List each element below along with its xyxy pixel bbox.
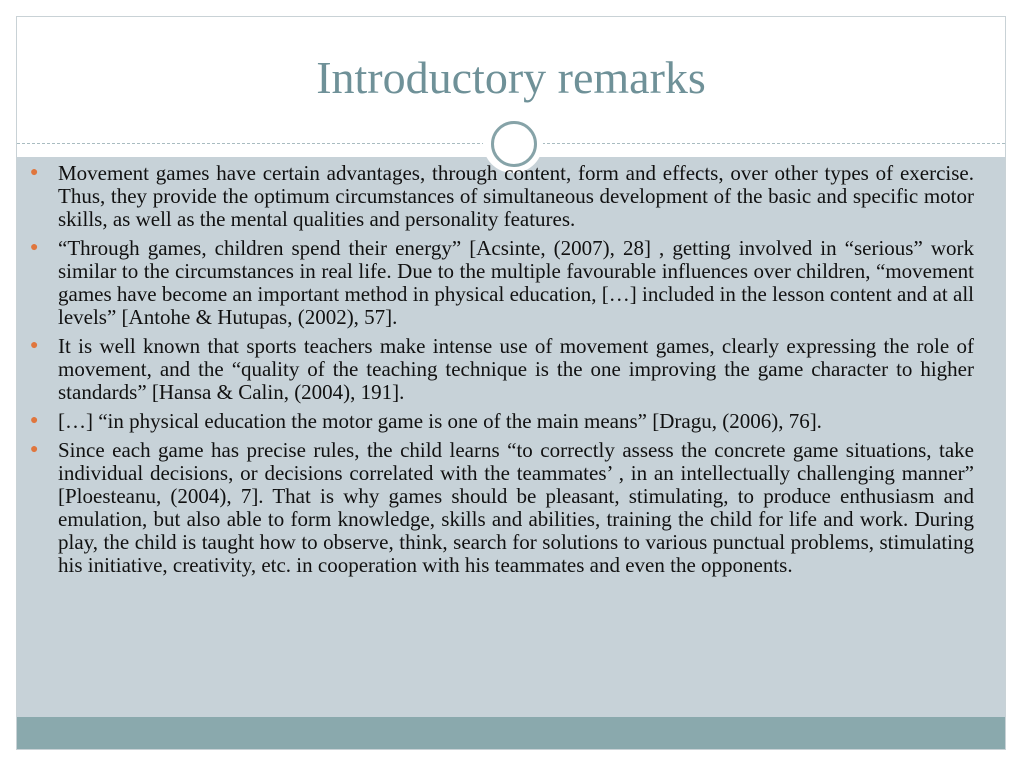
bullet-list — [30, 162, 974, 583]
bullet-text: It is well known that sports teachers make intense use of movement games, clearly expressing the role of movement, and the “quality of the teaching technique is the one improving the game character to higher standards” [Hansa & Calin, (2004), 191]. — [58, 334, 974, 404]
bullet-text: Since each game has precise rules, the child learns “to correctly assess the concrete game situations, take individual decisions, or decisions correlated with the teammates’ , in an intellectually challenging manner” [Ploesteanu, (2004), 7]. That is why games should be pleasant, stimulating, to produce enthusiasm and emulation, but also able to form knowledge, skills and abilities, training the child for life and work. During play, the child is taught how to observe, think, search for solutions to various punctual problems, stimulating his initiative, creativity, etc. in cooperation with his teammates and even the opponents. — [58, 438, 974, 577]
bullet-item — [30, 439, 974, 577]
bullet-dot-icon: ● — [30, 338, 39, 353]
slide-title: Introductory remarks — [316, 52, 706, 103]
bullet-text: “Through games, children spend their energy” [Acsinte, (2007), 28] , getting involved in “serious” work similar to the circumstances in real life. Due to the multiple favourable influences over children, “movement games have become an important method in physical education, […] included in the lesson content and at all levels” [Antohe & Hutupas, (2002), 57]. — [58, 236, 974, 329]
bullet-dot-icon: ● — [30, 442, 39, 457]
bullet-text: Movement games have certain advantages, through content, form and effects, over other types of exercise. Thus, they provide the optimum circumstances of simultaneous development of the basic and specific motor skills, as well as the mental qualities and personality features. — [58, 161, 974, 231]
bullet-item — [30, 237, 974, 329]
bullet-text: […] “in physical education the motor game is one of the main means” [Dragu, (2006), 76]. — [58, 409, 822, 433]
bullet-dot-icon: ● — [30, 413, 39, 428]
bullet-dot-icon: ● — [30, 165, 39, 180]
footer-bar — [17, 717, 1005, 750]
bullet-item — [30, 162, 974, 231]
bullet-item — [30, 410, 974, 433]
bullet-item — [30, 335, 974, 404]
bullet-dot-icon: ● — [30, 240, 39, 255]
